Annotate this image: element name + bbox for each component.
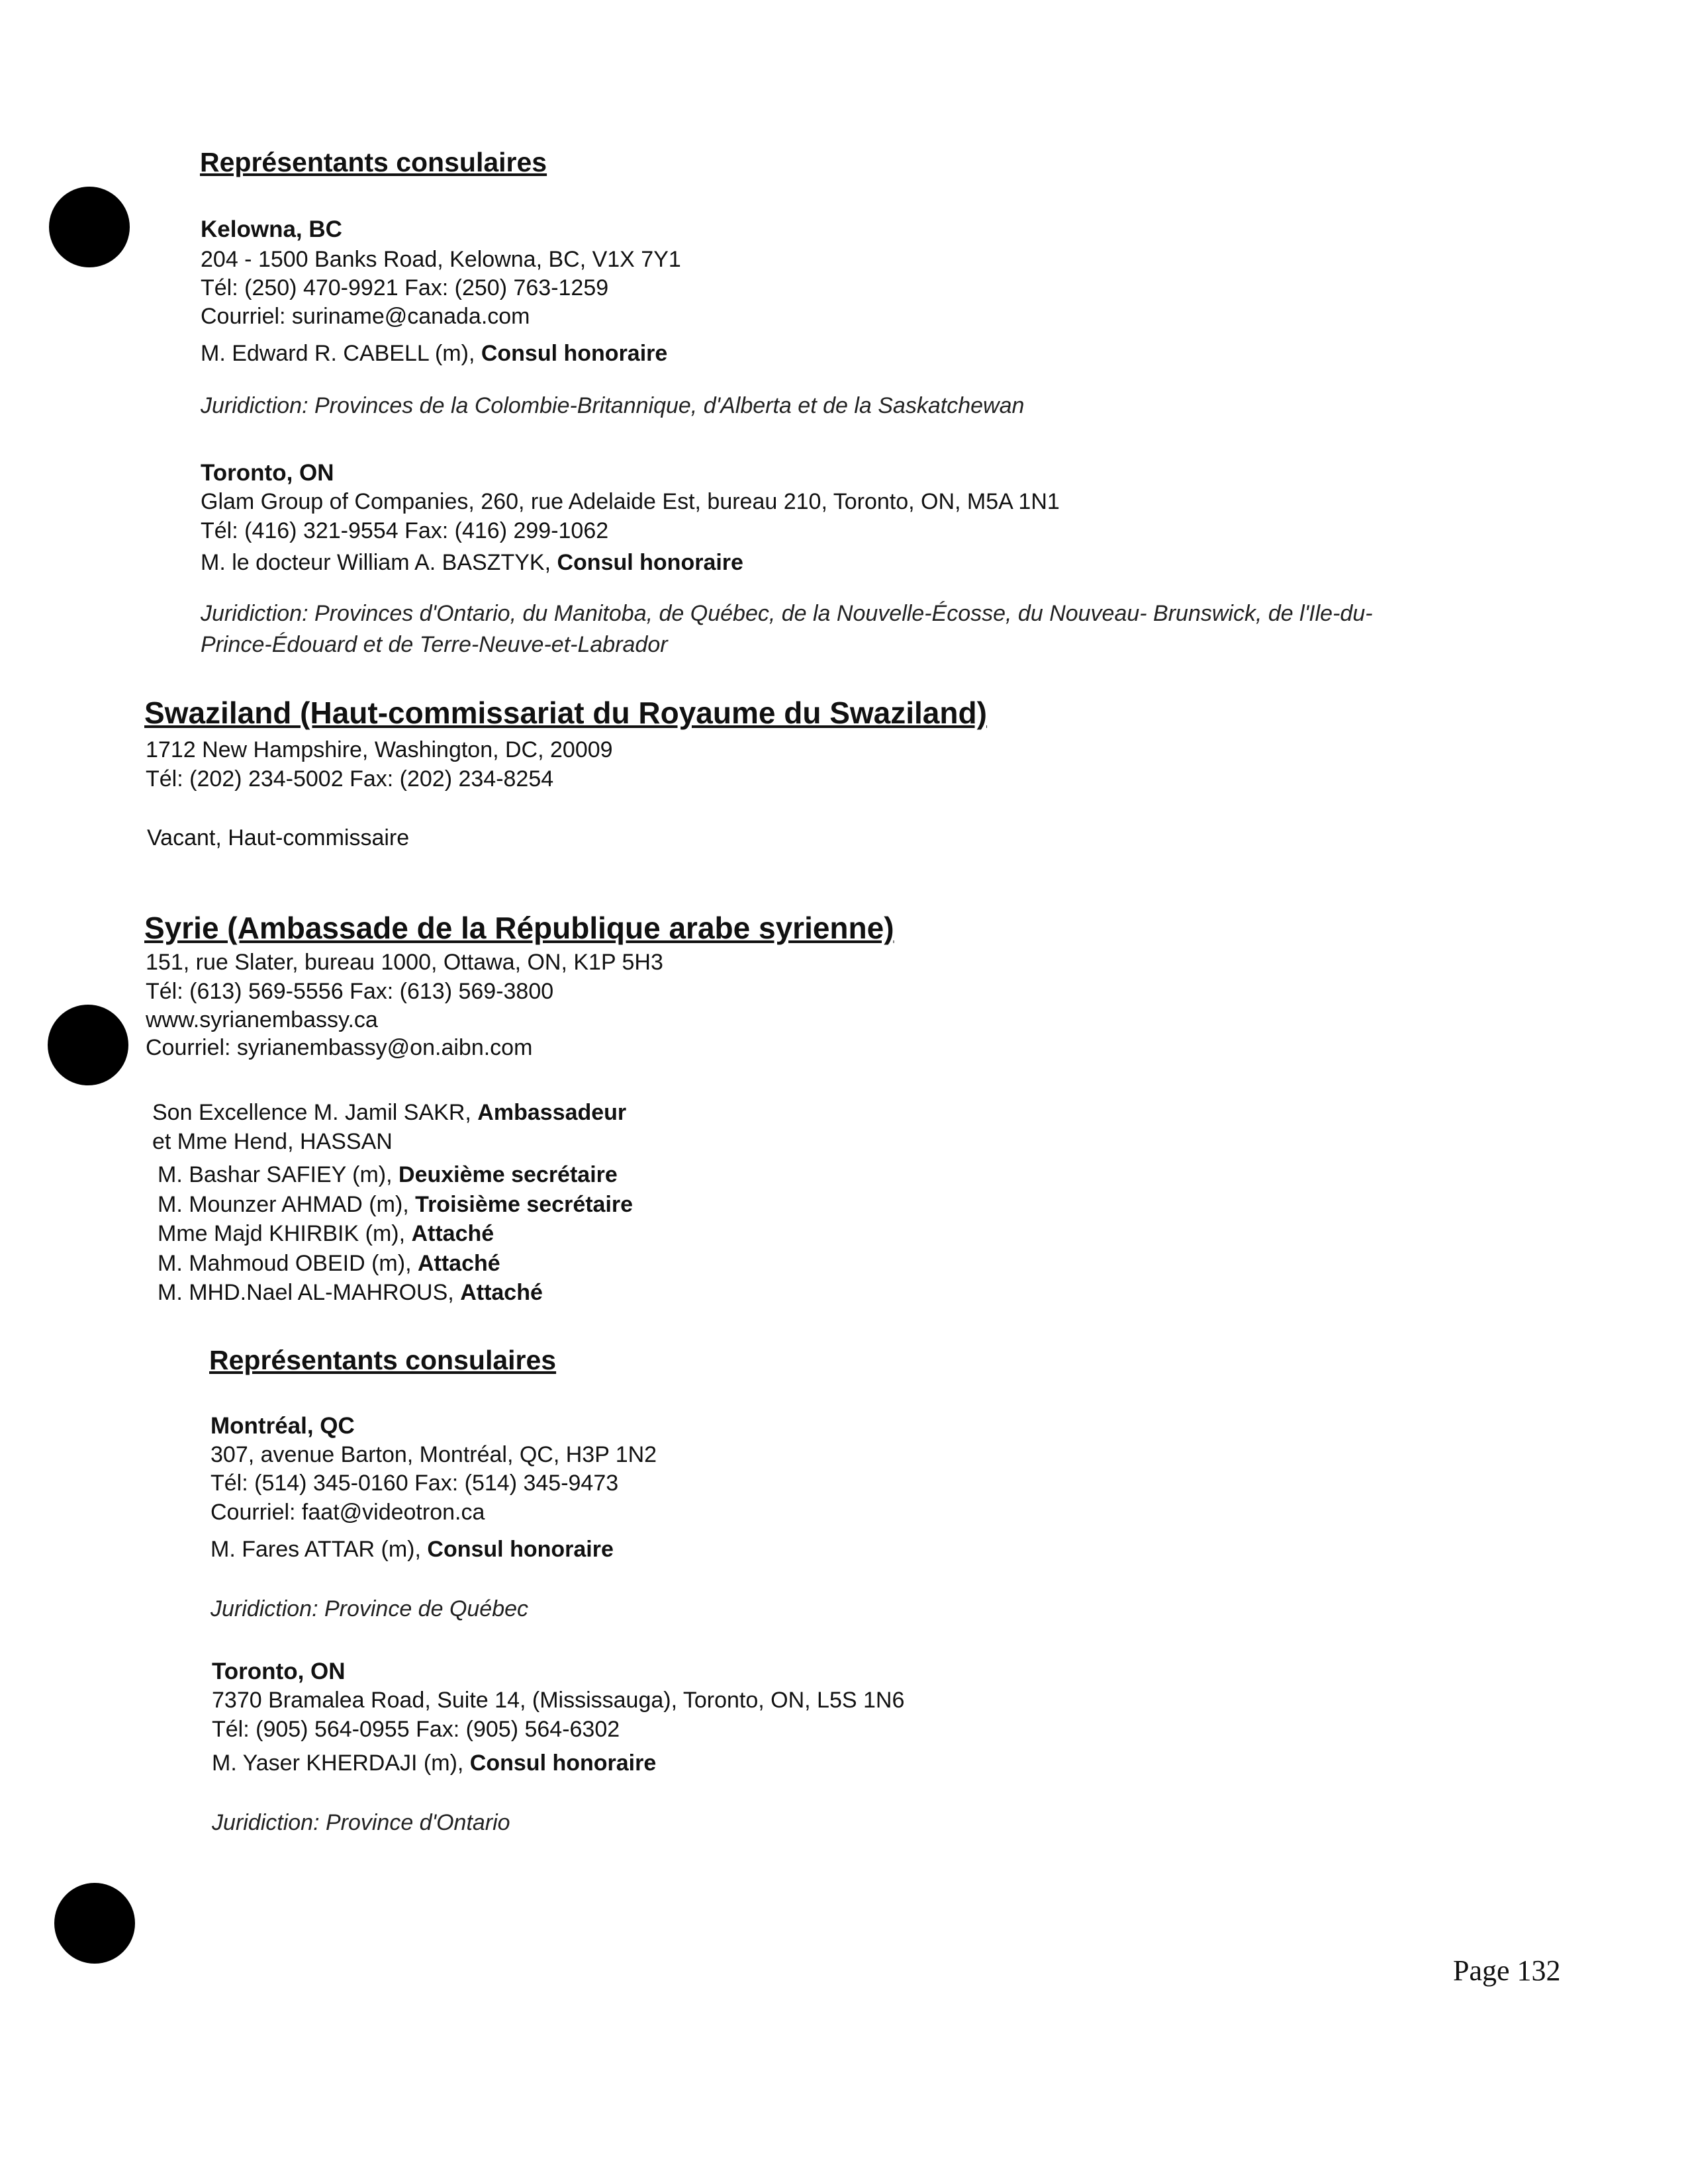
punch-hole-bottom bbox=[54, 1883, 135, 1964]
toronto-jurisdiction-line1-suriname: Juridiction: Provinces d'Ontario, du Manitoba, de Québec, de la Nouvelle-Écosse, du Nouveau- Brunswick, de l'Ile-du- bbox=[201, 601, 1373, 626]
syrie-consular-heading: Représentants consulaires bbox=[209, 1345, 557, 1375]
montreal-jurisdiction: Juridiction: Province de Québec bbox=[211, 1596, 529, 1621]
syrie-staff-spouse: et Mme Hend, HASSAN bbox=[152, 1129, 393, 1154]
syrie-phone: Tél: (613) 569-5556 Fax: (613) 569-3800 bbox=[146, 979, 554, 1004]
montreal-address: 307, avenue Barton, Montréal, QC, H3P 1N2 bbox=[211, 1442, 657, 1467]
swaziland-address: 1712 New Hampshire, Washington, DC, 20009 bbox=[146, 737, 613, 762]
toronto-phone-suriname: Tél: (416) 321-9554 Fax: (416) 299-1062 bbox=[201, 518, 609, 543]
syrie-staff-third-secretary: M. Mounzer AHMAD (m), Troisième secrétaire bbox=[158, 1192, 633, 1217]
swaziland-heading: Swaziland (Haut-commissariat du Royaume du Swaziland) bbox=[144, 696, 987, 730]
syrie-staff-attache-1: Mme Majd KHIRBIK (m), Attaché bbox=[158, 1221, 494, 1246]
toronto-jurisdiction-line2-suriname: Prince-Édouard et de Terre-Neuve-et-Labrador bbox=[201, 632, 668, 657]
montreal-city: Montréal, QC bbox=[211, 1413, 355, 1439]
kelowna-email: Courriel: suriname@canada.com bbox=[201, 304, 530, 329]
kelowna-city: Kelowna, BC bbox=[201, 216, 342, 242]
syrie-staff-second-secretary: M. Bashar SAFIEY (m), Deuxième secrétaire bbox=[158, 1162, 618, 1187]
kelowna-jurisdiction: Juridiction: Provinces de la Colombie-Britannique, d'Alberta et de la Saskatchewan bbox=[201, 393, 1025, 418]
toronto-city-suriname: Toronto, ON bbox=[201, 460, 334, 486]
montreal-email: Courriel: faat@videotron.ca bbox=[211, 1500, 485, 1525]
toronto-address-suriname: Glam Group of Companies, 260, rue Adelaide Est, bureau 210, Toronto, ON, M5A 1N1 bbox=[201, 489, 1060, 514]
toronto-city-syrie: Toronto, ON bbox=[212, 1659, 346, 1684]
toronto-phone-syrie: Tél: (905) 564-0955 Fax: (905) 564-6302 bbox=[212, 1717, 620, 1742]
kelowna-consul-title: Consul honoraire bbox=[481, 341, 668, 366]
montreal-phone: Tél: (514) 345-0160 Fax: (514) 345-9473 bbox=[211, 1471, 619, 1496]
syrie-website: www.syrianembassy.ca bbox=[146, 1007, 378, 1032]
page-number: Page 132 bbox=[1453, 1954, 1561, 1987]
syrie-staff-attache-2: M. Mahmoud OBEID (m), Attaché bbox=[158, 1251, 500, 1276]
suriname-consular-heading: Représentants consulaires bbox=[200, 147, 547, 177]
syrie-staff-ambassador: Son Excellence M. Jamil SAKR, Ambassadeur bbox=[152, 1100, 627, 1125]
toronto-consul-suriname: M. le docteur William A. BASZTYK, Consul honoraire bbox=[201, 550, 743, 575]
punch-hole-middle bbox=[48, 1005, 128, 1085]
syrie-address: 151, rue Slater, bureau 1000, Ottawa, ON, K1P 5H3 bbox=[146, 950, 663, 975]
toronto-consul-title-syrie: Consul honoraire bbox=[469, 1751, 657, 1776]
kelowna-address: 204 - 1500 Banks Road, Kelowna, BC, V1X 7Y1 bbox=[201, 247, 681, 272]
toronto-consul-title-suriname: Consul honoraire bbox=[557, 550, 743, 575]
syrie-staff-attache-3: M. MHD.Nael AL-MAHROUS, Attaché bbox=[158, 1280, 543, 1305]
toronto-address-syrie: 7370 Bramalea Road, Suite 14, (Mississauga), Toronto, ON, L5S 1N6 bbox=[212, 1688, 905, 1713]
montreal-consul-title: Consul honoraire bbox=[427, 1537, 614, 1562]
syrie-heading: Syrie (Ambassade de la République arabe syrienne) bbox=[144, 911, 894, 945]
punch-hole-top bbox=[49, 187, 130, 267]
toronto-consul-syrie: M. Yaser KHERDAJI (m), Consul honoraire bbox=[212, 1751, 657, 1776]
swaziland-head: Vacant, Haut-commissaire bbox=[147, 825, 410, 850]
montreal-consul: M. Fares ATTAR (m), Consul honoraire bbox=[211, 1537, 614, 1562]
syrie-email: Courriel: syrianembassy@on.aibn.com bbox=[146, 1035, 533, 1060]
kelowna-phone: Tél: (250) 470-9921 Fax: (250) 763-1259 bbox=[201, 275, 609, 300]
kelowna-consul: M. Edward R. CABELL (m), Consul honoraire bbox=[201, 341, 668, 366]
toronto-jurisdiction-syrie: Juridiction: Province d'Ontario bbox=[212, 1810, 510, 1835]
swaziland-phone: Tél: (202) 234-5002 Fax: (202) 234-8254 bbox=[146, 766, 554, 792]
